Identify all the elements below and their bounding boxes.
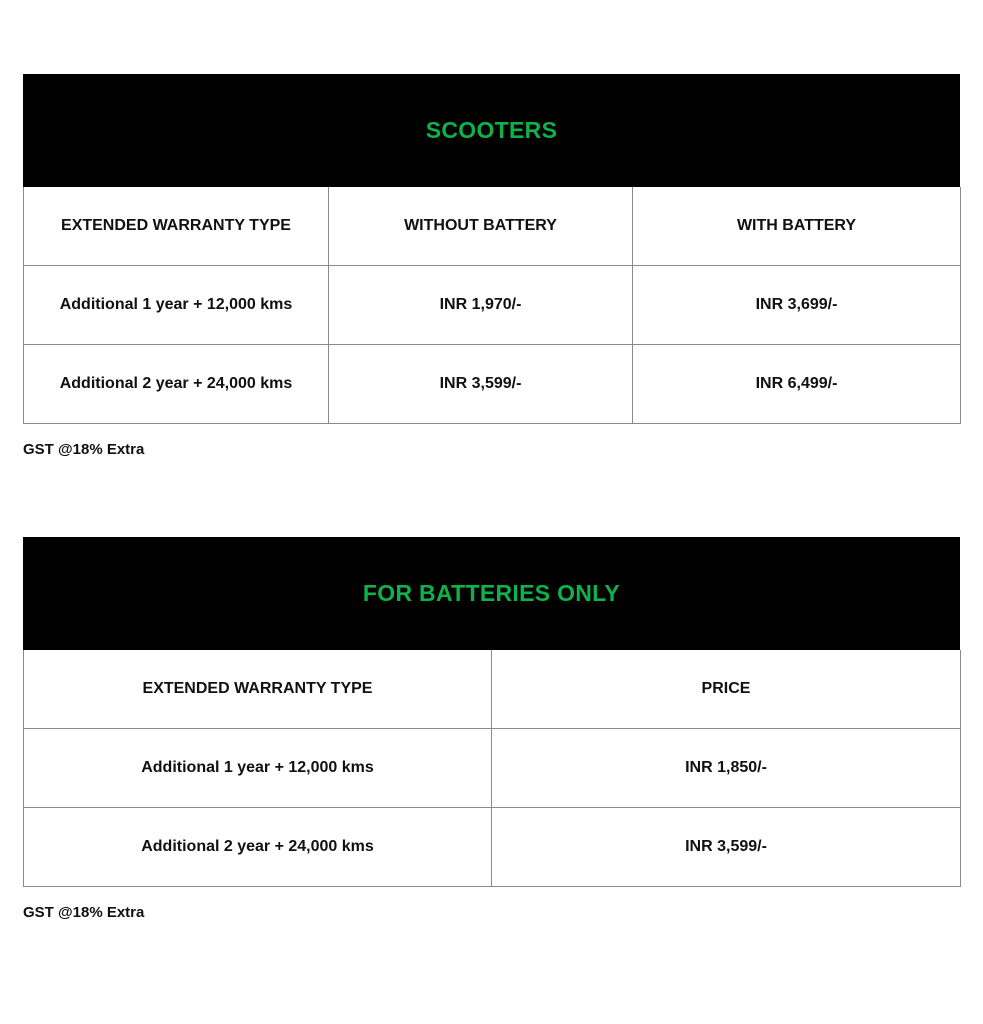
header-with-battery: WITH BATTERY [633,187,961,266]
batteries-section [23,537,960,922]
price-with-battery-cell: INR 6,499/- [633,345,961,424]
scooters-banner [23,74,960,187]
batteries-table [23,650,961,887]
gst-note: GST @18% Extra [23,904,145,921]
table-row [24,266,961,345]
scooters-table [23,187,961,424]
price-without-battery-cell: INR 3,599/- [329,345,633,424]
price-cell: INR 3,599/- [492,808,961,887]
header-warranty-type: EXTENDED WARRANTY TYPE [24,187,329,266]
gst-note: GST @18% Extra [23,441,145,458]
warranty-type-cell: Additional 1 year + 12,000 kms [24,266,329,345]
header-price: PRICE [492,650,961,729]
scooters-title: SCOOTERS [425,117,558,143]
price-with-battery-cell: INR 3,699/- [633,266,961,345]
table-row [24,345,961,424]
header-warranty-type: EXTENDED WARRANTY TYPE [24,650,492,729]
price-without-battery-cell: INR 1,970/- [329,266,633,345]
table-row [24,729,961,808]
table-header-row [24,187,961,266]
batteries-banner [23,537,960,650]
warranty-type-cell: Additional 2 year + 24,000 kms [24,345,329,424]
table-header-row [24,650,961,729]
header-without-battery: WITHOUT BATTERY [329,187,633,266]
warranty-type-cell: Additional 2 year + 24,000 kms [24,808,492,887]
price-cell: INR 1,850/- [492,729,961,808]
warranty-type-cell: Additional 1 year + 12,000 kms [24,729,492,808]
table-row [24,808,961,887]
batteries-title: FOR BATTERIES ONLY [362,580,621,606]
scooters-section [23,74,960,459]
